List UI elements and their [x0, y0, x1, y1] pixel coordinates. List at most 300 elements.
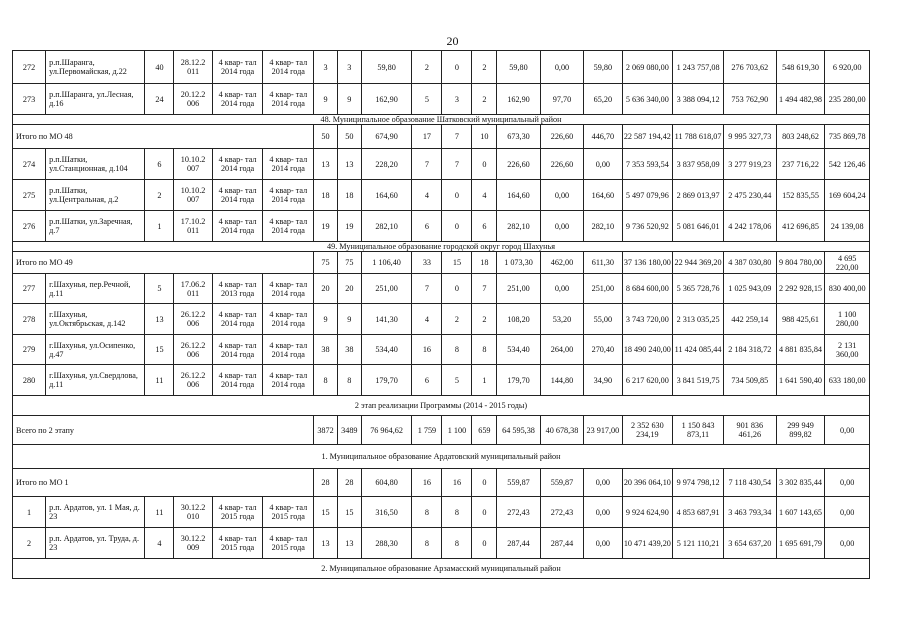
table-cell: 5 365 728,76	[673, 274, 724, 304]
total-cell: 299 949 899,82	[776, 416, 825, 445]
table-cell: 108,20	[497, 304, 540, 335]
total-cell: 15	[442, 252, 472, 274]
total-cell: 64 595,38	[497, 416, 540, 445]
table-cell: 1 243 757,08	[673, 51, 724, 84]
table-cell: 7	[442, 149, 472, 180]
table-cell: 734 509,85	[723, 365, 776, 396]
table-cell: 7 353 593,54	[622, 149, 673, 180]
total-cell: 75	[314, 252, 338, 274]
table-cell: 4	[472, 180, 497, 211]
table-cell: 6	[412, 211, 442, 242]
table-cell: 30.12.2 009	[174, 528, 212, 559]
total-cell: 604,80	[361, 469, 412, 497]
table-cell: 272,43	[540, 497, 583, 528]
total-cell: 40 678,38	[540, 416, 583, 445]
table-cell: 1 494 482,98	[776, 84, 825, 115]
table-cell: 38	[337, 335, 361, 365]
table-cell: 1	[472, 365, 497, 396]
table-cell: 59,80	[497, 51, 540, 84]
table-cell: 548 619,30	[776, 51, 825, 84]
address-cell: г.Шахунья, ул.Октябрьская, д.142	[46, 304, 145, 335]
table-cell: 4 квар- тал 2014 года	[212, 304, 263, 335]
table-cell: 8	[412, 497, 442, 528]
total-cell: 1 073,30	[497, 252, 540, 274]
table-cell: 4 242 178,06	[723, 211, 776, 242]
table-cell: 830 400,00	[825, 274, 870, 304]
address-cell: р.п.Шаранга, ул.Лесная, д.16	[46, 84, 145, 115]
table-cell: 162,90	[361, 84, 412, 115]
table-cell: 6	[412, 365, 442, 396]
table-cell: 169 604,24	[825, 180, 870, 211]
total-cell: 16	[442, 469, 472, 497]
total-cell: 7 118 430,54	[723, 469, 776, 497]
table-cell: 228,20	[361, 149, 412, 180]
table-cell: 9	[314, 84, 338, 115]
table-cell: 2	[472, 51, 497, 84]
table-cell: 15	[314, 497, 338, 528]
section-header-row	[13, 445, 870, 469]
total-cell: 11 788 618,07	[673, 125, 724, 149]
table-cell: 0,00	[584, 497, 622, 528]
table-cell: 5	[145, 274, 174, 304]
total-row	[13, 252, 870, 274]
table-cell: 20	[314, 274, 338, 304]
table-cell: 4 квар- тал 2014 года	[263, 180, 314, 211]
table-cell: 0,00	[584, 528, 622, 559]
total-cell: 2 352 630 234,19	[622, 416, 673, 445]
table-cell: 11	[145, 497, 174, 528]
table-row	[13, 365, 870, 396]
table-cell: 0	[472, 497, 497, 528]
table-cell: 18 490 240,00	[622, 335, 673, 365]
table-cell: 26.12.2 006	[174, 335, 212, 365]
table-cell: 4 881 835,84	[776, 335, 825, 365]
table-cell: 272,43	[497, 497, 540, 528]
table-cell: 316,50	[361, 497, 412, 528]
table-cell: 15	[337, 497, 361, 528]
table-cell: 141,30	[361, 304, 412, 335]
table-cell: 10.10.2 007	[174, 180, 212, 211]
table-cell: 2 184 318,72	[723, 335, 776, 365]
table-cell: 0	[442, 51, 472, 84]
table-cell: 28.12.2 011	[174, 51, 212, 84]
table-row	[13, 211, 870, 242]
table-cell: 4 квар- тал 2014 года	[212, 84, 263, 115]
total-cell: 33	[412, 252, 442, 274]
table-cell: 2 313 035,25	[673, 304, 724, 335]
total-cell: 735 869,78	[825, 125, 870, 149]
row-number-cell: 277	[13, 274, 46, 304]
total-cell: 611,30	[584, 252, 622, 274]
total-cell: 226,60	[540, 125, 583, 149]
total-cell: 462,00	[540, 252, 583, 274]
table-cell: 0,00	[540, 211, 583, 242]
housing-program-table	[12, 50, 870, 579]
table-cell: 179,70	[361, 365, 412, 396]
table-cell: 4 квар- тал 2015 года	[212, 528, 263, 559]
total-label: Итого по МО 49	[13, 252, 314, 274]
total-cell: 673,30	[497, 125, 540, 149]
table-cell: 5 121 110,21	[673, 528, 724, 559]
table-cell: 13	[145, 304, 174, 335]
table-cell: 18	[314, 180, 338, 211]
table-cell: 0	[442, 180, 472, 211]
table-cell: 3 743 720,00	[622, 304, 673, 335]
total-cell: 3872	[314, 416, 338, 445]
address-cell: г.Шахунья, ул.Свердлова, д.11	[46, 365, 145, 396]
table-cell: 2	[442, 304, 472, 335]
table-cell: 11	[145, 365, 174, 396]
table-cell: 276 703,62	[723, 51, 776, 84]
table-cell: 7	[412, 149, 442, 180]
table-cell: 251,00	[361, 274, 412, 304]
table-cell: 4 квар- тал 2014 года	[263, 84, 314, 115]
table-cell: 9 924 624,90	[622, 497, 673, 528]
total-cell: 1 150 843 873,11	[673, 416, 724, 445]
table-cell: 4	[412, 304, 442, 335]
table-cell: 18	[337, 180, 361, 211]
table-cell: 8	[442, 497, 472, 528]
total-cell: 4 695 220,00	[825, 252, 870, 274]
table-cell: 5 497 079,96	[622, 180, 673, 211]
table-cell: 2 869 013,97	[673, 180, 724, 211]
table-cell: 17.06.2 011	[174, 274, 212, 304]
address-cell: г.Шахунья, пер.Речной, д.11	[46, 274, 145, 304]
total-cell: 0,00	[825, 416, 870, 445]
row-number-cell: 274	[13, 149, 46, 180]
table-cell: 59,80	[361, 51, 412, 84]
table-row	[13, 304, 870, 335]
total-row	[13, 125, 870, 149]
total-cell: 28	[314, 469, 338, 497]
total-cell: 901 836 461,26	[723, 416, 776, 445]
section-title: 2. Муниципальное образование Арзамасский муниципальный район	[13, 559, 870, 579]
table-cell: 2 475 230,44	[723, 180, 776, 211]
table-cell: 270,40	[584, 335, 622, 365]
table-cell: 2 292 928,15	[776, 274, 825, 304]
section-header-row	[13, 396, 870, 416]
total-cell: 9 995 327,73	[723, 125, 776, 149]
total-cell: 3 302 835,44	[776, 469, 825, 497]
table-row	[13, 274, 870, 304]
table-cell: 9	[337, 304, 361, 335]
section-title: 49. Муниципальное образование городской округ город Шахунья	[13, 242, 870, 252]
address-cell: р.п. Ардатов, ул. 1 Мая, д. 23	[46, 497, 145, 528]
table-cell: 7	[412, 274, 442, 304]
table-cell: 542 126,46	[825, 149, 870, 180]
table-cell: 4 квар- тал 2015 года	[263, 497, 314, 528]
table-cell: 5 636 340,00	[622, 84, 673, 115]
table-cell: 8	[337, 365, 361, 396]
table-cell: 4	[412, 180, 442, 211]
table-cell: 4 квар- тал 2014 года	[263, 211, 314, 242]
table-cell: 251,00	[497, 274, 540, 304]
table-cell: 0,00	[540, 180, 583, 211]
table-cell: 6	[145, 149, 174, 180]
row-number-cell: 273	[13, 84, 46, 115]
total-cell: 17	[412, 125, 442, 149]
total-cell: 50	[314, 125, 338, 149]
row-number-cell: 278	[13, 304, 46, 335]
table-cell: 11 424 085,44	[673, 335, 724, 365]
table-cell: 988 425,61	[776, 304, 825, 335]
table-cell: 5	[442, 365, 472, 396]
table-cell: 1 607 143,65	[776, 497, 825, 528]
table-cell: 0,00	[540, 274, 583, 304]
table-cell: 38	[314, 335, 338, 365]
table-cell: 226,60	[497, 149, 540, 180]
table-cell: 442 259,14	[723, 304, 776, 335]
table-cell: 4 квар- тал 2013 года	[212, 274, 263, 304]
total-cell: 674,90	[361, 125, 412, 149]
total-cell: 9 804 780,00	[776, 252, 825, 274]
table-row	[13, 335, 870, 365]
table-cell: 164,60	[361, 180, 412, 211]
total-cell: 28	[337, 469, 361, 497]
table-cell: 164,60	[497, 180, 540, 211]
table-cell: 0	[442, 274, 472, 304]
address-cell: р.п. Ардатов, ул. Труда, д. 23	[46, 528, 145, 559]
table-row	[13, 180, 870, 211]
table-cell: 282,10	[361, 211, 412, 242]
table-cell: 235 280,00	[825, 84, 870, 115]
total-row	[13, 416, 870, 445]
table-cell: 24 139,08	[825, 211, 870, 242]
table-cell: 40	[145, 51, 174, 84]
table-cell: 9	[337, 84, 361, 115]
section-header-row	[13, 242, 870, 252]
table-cell: 4 853 687,91	[673, 497, 724, 528]
table-cell: 26.12.2 006	[174, 304, 212, 335]
table-cell: 59,80	[584, 51, 622, 84]
table-cell: 1 100 280,00	[825, 304, 870, 335]
row-number-cell: 2	[13, 528, 46, 559]
table-cell: 1 695 691,79	[776, 528, 825, 559]
table-cell: 8	[442, 528, 472, 559]
section-title: 1. Муниципальное образование Ардатовский муниципальный район	[13, 445, 870, 469]
total-cell: 76 964,62	[361, 416, 412, 445]
total-cell: 1 106,40	[361, 252, 412, 274]
total-cell: 0	[472, 469, 497, 497]
table-cell: 1 641 590,40	[776, 365, 825, 396]
total-cell: 10	[472, 125, 497, 149]
total-cell: 9 974 798,12	[673, 469, 724, 497]
table-cell: 53,20	[540, 304, 583, 335]
table-cell: 282,10	[584, 211, 622, 242]
section-header-row	[13, 115, 870, 125]
total-cell: 0,00	[825, 469, 870, 497]
total-cell: 20 396 064,10	[622, 469, 673, 497]
table-cell: 3 463 793,34	[723, 497, 776, 528]
table-cell: 287,44	[540, 528, 583, 559]
table-cell: 10 471 439,20	[622, 528, 673, 559]
total-cell: 803 248,62	[776, 125, 825, 149]
table-cell: 0,00	[540, 51, 583, 84]
total-cell: 659	[472, 416, 497, 445]
table-cell: 0,00	[825, 497, 870, 528]
table-cell: 15	[145, 335, 174, 365]
row-number-cell: 275	[13, 180, 46, 211]
table-cell: 4	[145, 528, 174, 559]
section-title: 48. Муниципальное образование Шатковский муниципальный район	[13, 115, 870, 125]
table-row	[13, 51, 870, 84]
total-cell: 446,70	[584, 125, 622, 149]
table-cell: 3	[314, 51, 338, 84]
table-cell: 4 квар- тал 2014 года	[212, 180, 263, 211]
table-cell: 264,00	[540, 335, 583, 365]
row-number-cell: 280	[13, 365, 46, 396]
table-cell: 2	[472, 84, 497, 115]
table-cell: 17.10.2 011	[174, 211, 212, 242]
page-number: 20	[446, 34, 459, 48]
row-number-cell: 272	[13, 51, 46, 84]
total-label: Итого по МО 48	[13, 125, 314, 149]
table-cell: 55,00	[584, 304, 622, 335]
table-row	[13, 84, 870, 115]
table-cell: 3 837 958,09	[673, 149, 724, 180]
table-cell: 534,40	[361, 335, 412, 365]
total-label: Итого по МО 1	[13, 469, 314, 497]
address-cell: р.п.Шатки, ул.Центральная, д.2	[46, 180, 145, 211]
table-cell: 164,60	[584, 180, 622, 211]
total-cell: 50	[337, 125, 361, 149]
table-cell: 753 762,90	[723, 84, 776, 115]
table-cell: 4 квар- тал 2014 года	[263, 274, 314, 304]
total-cell: 18	[472, 252, 497, 274]
table-cell: 3	[442, 84, 472, 115]
total-label: Всего по 2 этапу	[13, 416, 314, 445]
table-cell: 19	[314, 211, 338, 242]
table-cell: 5	[412, 84, 442, 115]
table-cell: 8	[412, 528, 442, 559]
table-cell: 13	[314, 528, 338, 559]
table-cell: 0	[472, 528, 497, 559]
table-cell: 65,20	[584, 84, 622, 115]
total-cell: 37 136 180,00	[622, 252, 673, 274]
total-cell: 0,00	[584, 469, 622, 497]
table-cell: 4 квар- тал 2014 года	[212, 335, 263, 365]
table-cell: 2	[145, 180, 174, 211]
table-cell: 162,90	[497, 84, 540, 115]
total-cell: 1 759	[412, 416, 442, 445]
table-cell: 8 684 600,00	[622, 274, 673, 304]
total-cell: 559,87	[540, 469, 583, 497]
row-number-cell: 1	[13, 497, 46, 528]
table-cell: 20	[337, 274, 361, 304]
table-cell: 4 квар- тал 2014 года	[212, 51, 263, 84]
table-cell: 3 388 094,12	[673, 84, 724, 115]
table-cell: 5 081 646,01	[673, 211, 724, 242]
table-cell: 2	[412, 51, 442, 84]
table-cell: 10.10.2 007	[174, 149, 212, 180]
table-cell: 9 736 520,92	[622, 211, 673, 242]
table-cell: 4 квар- тал 2014 года	[263, 365, 314, 396]
section-header-row	[13, 559, 870, 579]
table-cell: 0,00	[825, 528, 870, 559]
total-cell: 1 100	[442, 416, 472, 445]
table-cell: 20.12.2 006	[174, 84, 212, 115]
table-cell: 4 квар- тал 2014 года	[263, 304, 314, 335]
total-cell: 559,87	[497, 469, 540, 497]
address-cell: г.Шахунья, ул.Осипенко, д.47	[46, 335, 145, 365]
table-cell: 287,44	[497, 528, 540, 559]
table-cell: 1 025 943,09	[723, 274, 776, 304]
table-cell: 179,70	[497, 365, 540, 396]
table-cell: 9	[314, 304, 338, 335]
table-cell: 534,40	[497, 335, 540, 365]
table-cell: 13	[314, 149, 338, 180]
table-cell: 97,70	[540, 84, 583, 115]
table-cell: 30.12.2 010	[174, 497, 212, 528]
table-cell: 4 квар- тал 2014 года	[212, 365, 263, 396]
table-cell: 0,00	[584, 149, 622, 180]
table-cell: 13	[337, 149, 361, 180]
table-cell: 237 716,22	[776, 149, 825, 180]
table-cell: 633 180,00	[825, 365, 870, 396]
table-cell: 6 217 620,00	[622, 365, 673, 396]
table-cell: 8	[472, 335, 497, 365]
table-cell: 2 069 080,00	[622, 51, 673, 84]
table-cell: 152 835,55	[776, 180, 825, 211]
table-cell: 4 квар- тал 2015 года	[212, 497, 263, 528]
table-cell: 13	[337, 528, 361, 559]
table-cell: 2	[472, 304, 497, 335]
row-number-cell: 276	[13, 211, 46, 242]
table-cell: 24	[145, 84, 174, 115]
table-cell: 282,10	[497, 211, 540, 242]
table-cell: 4 квар- тал 2015 года	[263, 528, 314, 559]
table-cell: 412 696,85	[776, 211, 825, 242]
total-cell: 75	[337, 252, 361, 274]
table-row	[13, 497, 870, 528]
table-cell: 4 квар- тал 2014 года	[212, 211, 263, 242]
total-cell: 7	[442, 125, 472, 149]
table-cell: 4 квар- тал 2014 года	[263, 335, 314, 365]
table-cell: 144,80	[540, 365, 583, 396]
address-cell: р.п.Шаранга, ул.Первомайская, д.22	[46, 51, 145, 84]
total-cell: 23 917,00	[584, 416, 622, 445]
address-cell: р.п.Шатки, ул.Заречная, д.7	[46, 211, 145, 242]
table-cell: 0	[472, 149, 497, 180]
table-cell: 226,60	[540, 149, 583, 180]
total-cell: 22 587 194,42	[622, 125, 673, 149]
table-cell: 6 920,00	[825, 51, 870, 84]
table-cell: 34,90	[584, 365, 622, 396]
row-number-cell: 279	[13, 335, 46, 365]
total-cell: 16	[412, 469, 442, 497]
section-title: 2 этап реализации Программы (2014 - 2015 годы)	[13, 396, 870, 416]
table-cell: 16	[412, 335, 442, 365]
table-row	[13, 149, 870, 180]
total-cell: 3489	[337, 416, 361, 445]
table-cell: 4 квар- тал 2014 года	[263, 51, 314, 84]
table-cell: 1	[145, 211, 174, 242]
table-cell: 4 квар- тал 2014 года	[263, 149, 314, 180]
table-cell: 3 654 637,20	[723, 528, 776, 559]
table-row	[13, 528, 870, 559]
total-cell: 22 944 369,20	[673, 252, 724, 274]
table-cell: 251,00	[584, 274, 622, 304]
total-row	[13, 469, 870, 497]
table-cell: 0	[442, 211, 472, 242]
table-cell: 8	[442, 335, 472, 365]
table-cell: 288,30	[361, 528, 412, 559]
table-cell: 2 131 360,00	[825, 335, 870, 365]
table-cell: 4 квар- тал 2014 года	[212, 149, 263, 180]
table-cell: 19	[337, 211, 361, 242]
table-cell: 8	[314, 365, 338, 396]
table-cell: 3	[337, 51, 361, 84]
